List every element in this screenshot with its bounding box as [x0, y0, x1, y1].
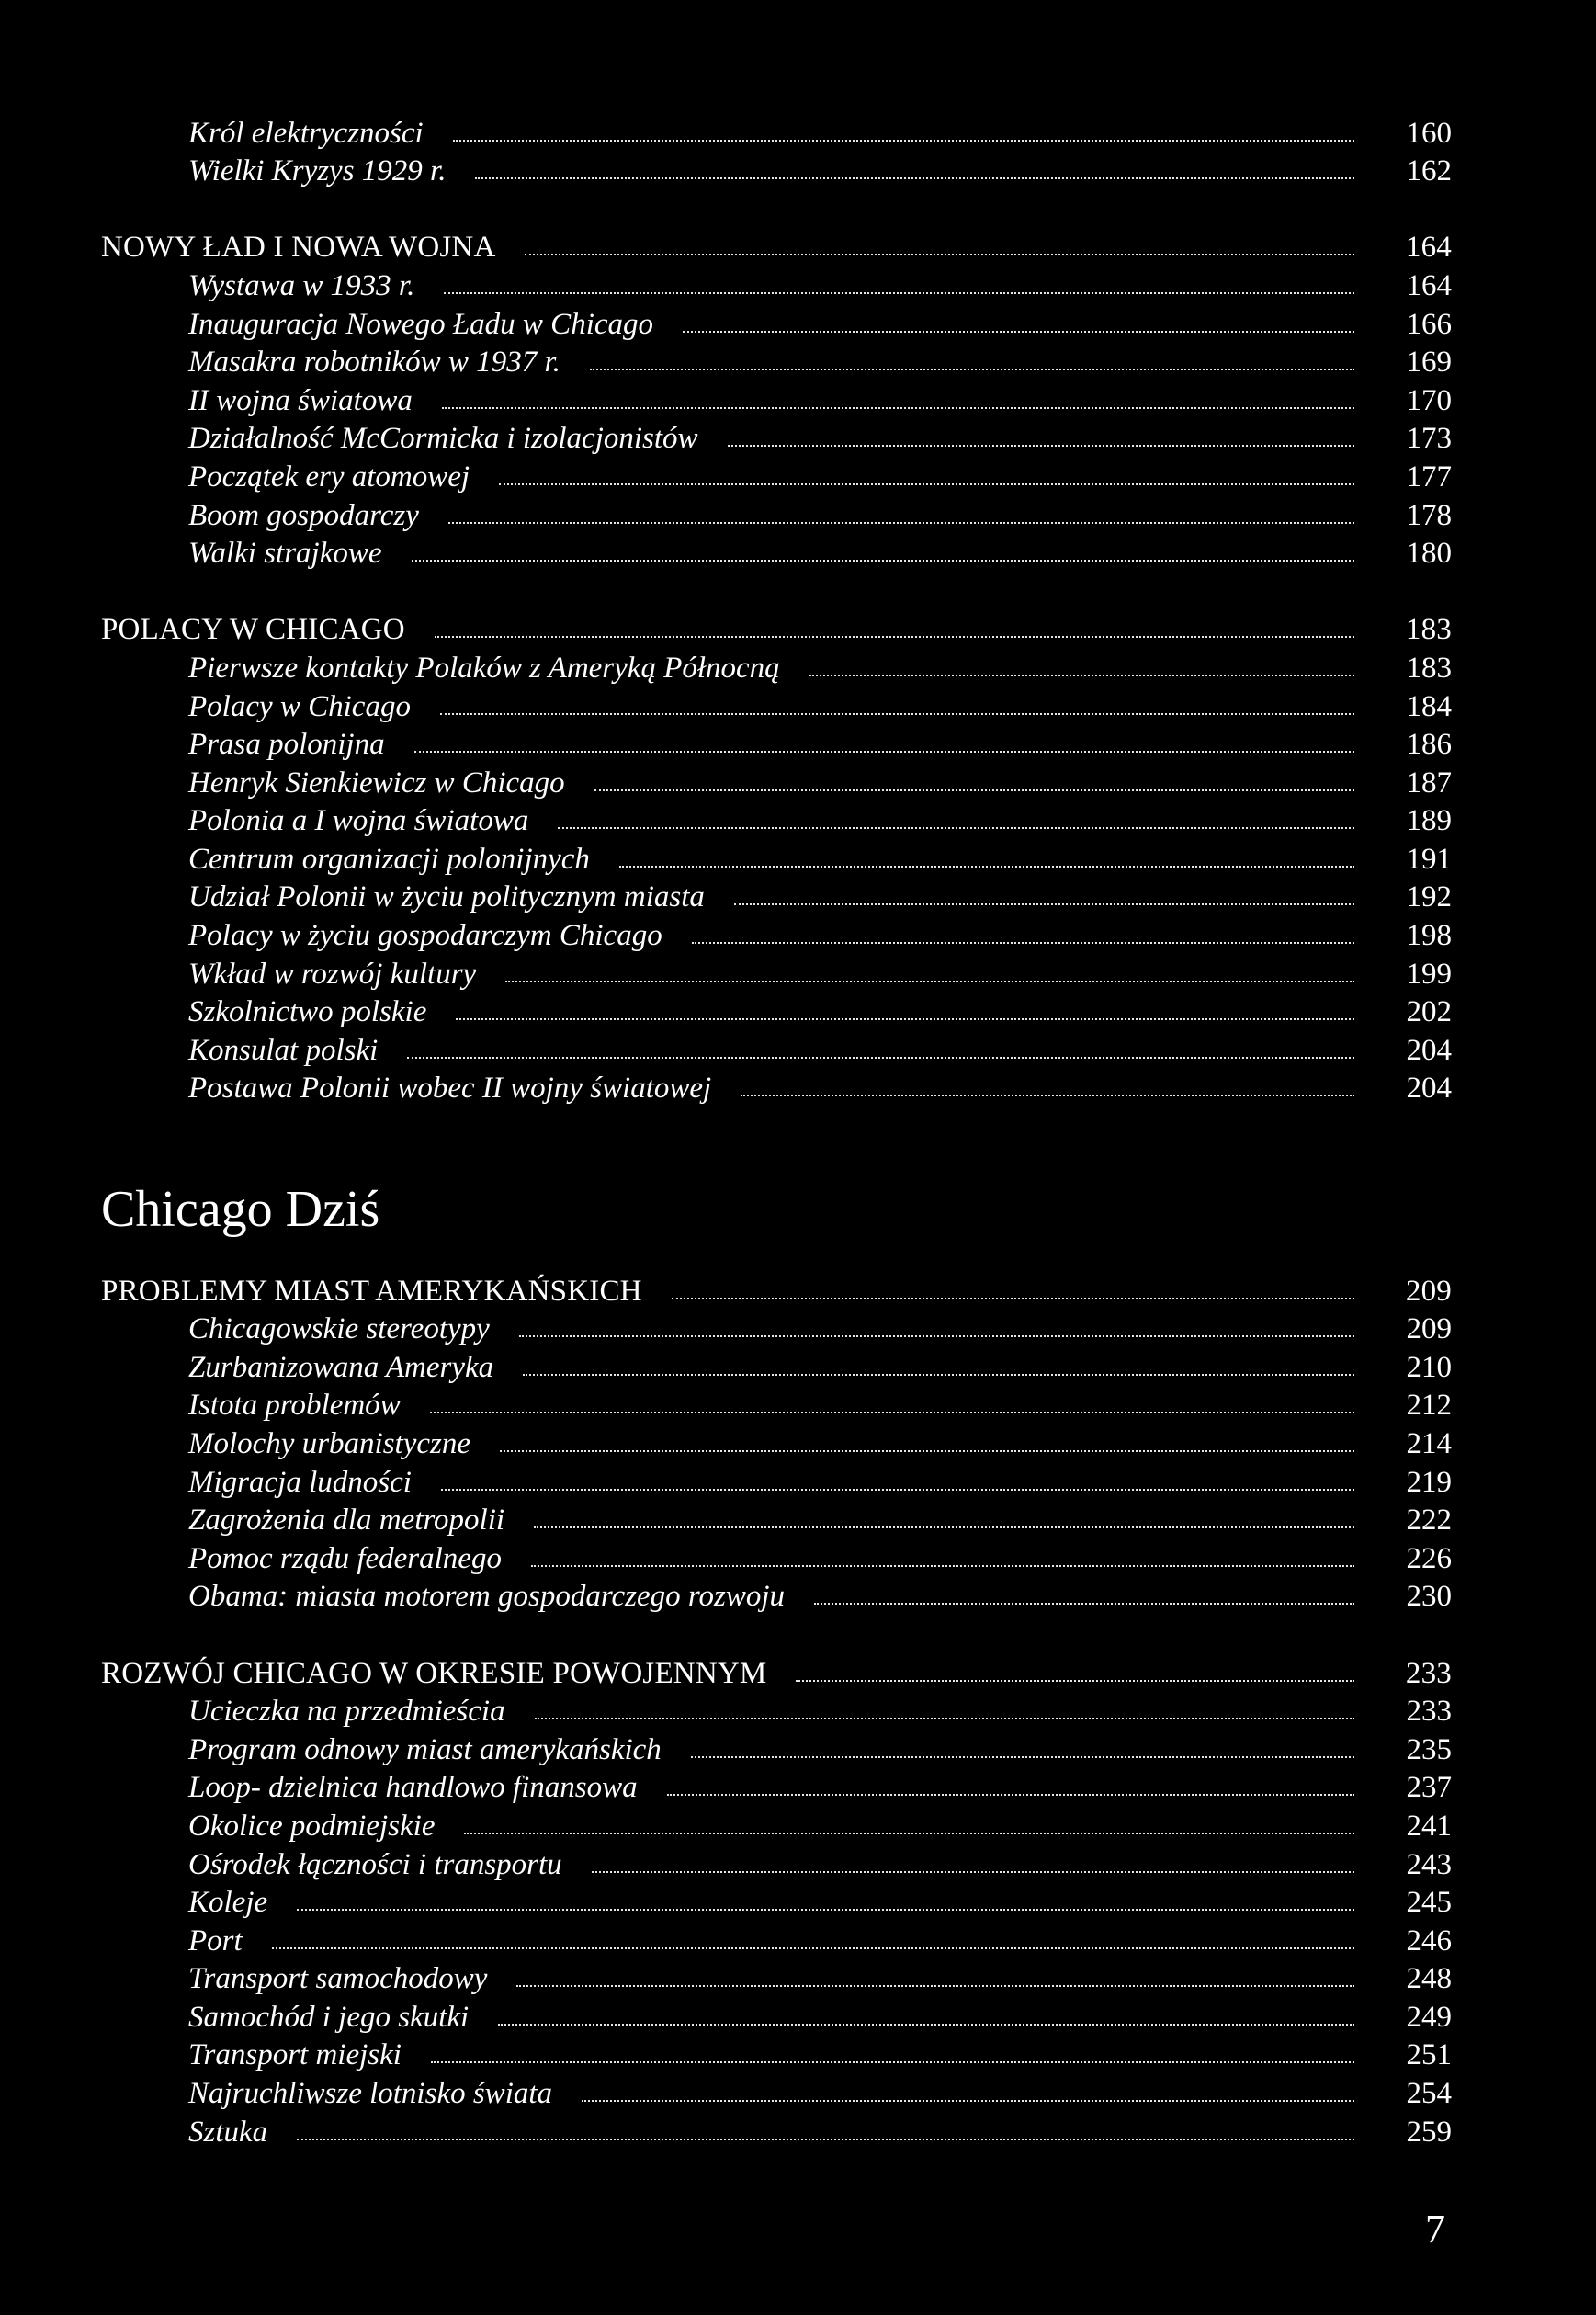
dot-leader — [672, 1298, 1354, 1299]
toc-entry-page: 235 — [1406, 1732, 1452, 1766]
toc-entry-page: 192 — [1406, 880, 1452, 914]
toc-entry-title: Molochy urbanistyczne — [188, 1426, 471, 1460]
dot-leader — [692, 942, 1354, 944]
toc-block-bottom — [101, 1274, 1452, 2153]
toc-subentry — [101, 1389, 1452, 1427]
dot-leader — [590, 369, 1354, 370]
dot-leader — [728, 445, 1354, 447]
toc-subentry — [101, 1923, 1452, 1962]
toc-entry-title: Transport samochodowy — [188, 1962, 488, 1996]
dot-leader — [582, 2100, 1354, 2102]
toc-subentry — [101, 460, 1452, 498]
dot-leader — [440, 713, 1354, 715]
toc-entry-title: Prasa polonijna — [188, 728, 385, 762]
toc-entry-page: 230 — [1406, 1580, 1452, 1614]
toc-entry-title: Transport miejski — [188, 2038, 402, 2072]
dot-leader — [442, 407, 1354, 409]
toc-entry-title: Henryk Sienkiewicz w Chicago — [188, 766, 565, 800]
toc-subentry — [101, 1771, 1452, 1810]
toc-entry-title: Program odnowy miast amerykańskich — [188, 1732, 662, 1766]
toc-entry-title: POLACY W CHICAGO — [101, 613, 405, 647]
toc-entry-title: Szkolnictwo polskie — [188, 995, 427, 1029]
toc-entry-page: 254 — [1406, 2077, 1452, 2111]
toc-subentry — [101, 2038, 1452, 2077]
toc-entry-title: Wystawa w 1933 r. — [188, 268, 415, 302]
toc-entry-page: 245 — [1406, 1886, 1452, 1920]
dot-leader — [814, 1603, 1354, 1605]
toc-entry-page: 209 — [1406, 1312, 1452, 1346]
toc-section-entry — [101, 613, 1452, 652]
toc-entry-page: 214 — [1406, 1426, 1452, 1460]
dot-leader — [412, 560, 1354, 562]
toc-entry-title: Inauguracja Nowego Ładu w Chicago — [188, 307, 654, 341]
dot-leader — [535, 1718, 1354, 1719]
toc-entry-title: Boom gospodarczy — [188, 498, 419, 532]
toc-subentry — [101, 1033, 1452, 1072]
toc-entry-page: 233 — [1405, 1656, 1452, 1690]
toc-entry-title: Walki strajkowe — [188, 537, 382, 571]
toc-entry-page: 233 — [1406, 1695, 1452, 1729]
toc-subentry — [101, 1312, 1452, 1351]
toc-subentry — [101, 1504, 1452, 1542]
toc-entry-title: Wkład w rozwój kultury — [188, 957, 477, 991]
toc-entry-page: 226 — [1406, 1541, 1452, 1575]
dot-leader — [796, 1680, 1354, 1682]
toc-subentry — [101, 1350, 1452, 1389]
toc-entry-title: Ucieczka na przedmieścia — [188, 1695, 505, 1729]
toc-entry-page: 237 — [1406, 1771, 1452, 1805]
toc-subentry — [101, 1962, 1452, 2001]
toc-entry-title: Koleje — [188, 1886, 268, 1920]
toc-entry-page: 187 — [1406, 766, 1452, 800]
dot-leader — [464, 1833, 1354, 1834]
toc-subentry — [101, 498, 1452, 537]
toc-entry-title: Pierwsze kontakty Polaków z Ameryką Północną — [188, 651, 780, 685]
toc-subentry — [101, 842, 1452, 880]
toc-entry-title: Loop- dzielnica handlowo finansowa — [188, 1771, 638, 1805]
toc-entry-title: Polacy w życiu gospodarczym Chicago — [188, 919, 662, 953]
dot-leader — [741, 1095, 1354, 1096]
toc-subentry — [101, 1465, 1452, 1504]
toc-entry-page: 248 — [1406, 1962, 1452, 1996]
dot-leader — [431, 2061, 1354, 2063]
toc-subentry — [101, 2000, 1452, 2038]
toc-entry-page: 160 — [1406, 116, 1452, 150]
toc-entry-page: 169 — [1406, 346, 1452, 380]
dot-leader — [531, 1565, 1354, 1567]
toc-entry-page: 246 — [1406, 1923, 1452, 1958]
toc-entry-title: Działalność McCormicka i izolacjonistów — [188, 422, 698, 456]
dot-leader — [499, 483, 1354, 485]
toc-subentry — [101, 422, 1452, 460]
toc-entry-page: 219 — [1406, 1465, 1452, 1499]
dot-leader — [519, 1335, 1354, 1337]
dot-leader — [500, 1450, 1354, 1452]
toc-entry-page: 212 — [1406, 1389, 1452, 1423]
toc-subentry — [101, 1809, 1452, 1847]
dot-leader — [558, 827, 1354, 829]
toc-entry-title: Udział Polonii w życiu politycznym miasta — [188, 880, 705, 914]
toc-subentry — [101, 116, 1452, 154]
toc-subentry — [101, 1580, 1452, 1618]
toc-entry-page: 204 — [1406, 1072, 1452, 1106]
toc-entry-title: Postawa Polonii wobec II wojny światowej — [188, 1072, 712, 1106]
dot-leader — [523, 1374, 1354, 1376]
toc-entry-title: Ośrodek łączności i transportu — [188, 1847, 562, 1881]
toc-entry-title: Istota problemów — [188, 1389, 401, 1423]
toc-subentry — [101, 1695, 1452, 1733]
toc-entry-title: Konsulat polski — [188, 1033, 379, 1067]
dot-leader — [498, 2024, 1354, 2026]
toc-entry-title: Samochód i jego skutki — [188, 2000, 470, 2034]
toc-subentry — [101, 918, 1452, 957]
toc-entry-title: Masakra robotników w 1937 r. — [188, 346, 560, 380]
dot-leader — [453, 140, 1354, 142]
toc-subentry — [101, 957, 1452, 995]
toc-entry-page: 164 — [1406, 268, 1452, 302]
toc-subentry — [101, 1072, 1452, 1110]
toc-subentry — [101, 1847, 1452, 1886]
toc-block-top — [101, 116, 1452, 1109]
dot-leader — [441, 1489, 1354, 1491]
toc-entry-page: 191 — [1406, 842, 1452, 876]
toc-entry-title: Polacy w Chicago — [188, 689, 411, 723]
toc-entry-page: 243 — [1406, 1847, 1452, 1881]
part-title: Chicago Dziś — [101, 1181, 380, 1238]
toc-entry-page: 259 — [1406, 2115, 1452, 2149]
toc-entry-title: Wielki Kryzys 1929 r. — [188, 154, 447, 188]
toc-entry-page: 189 — [1406, 804, 1452, 838]
toc-subentry — [101, 2076, 1452, 2115]
toc-subentry — [101, 651, 1452, 689]
toc-section-entry — [101, 1656, 1452, 1695]
dot-leader — [691, 1756, 1354, 1758]
toc-entry-title: Port — [188, 1923, 243, 1958]
dot-leader — [809, 675, 1354, 676]
toc-entry-page: 183 — [1405, 613, 1452, 647]
toc-subentry — [101, 1732, 1452, 1771]
toc-entry-title: ROZWÓJ CHICAGO W OKRESIE POWOJENNYM — [101, 1656, 767, 1690]
toc-subentry — [101, 1426, 1452, 1465]
toc-subentry — [101, 728, 1452, 766]
toc-entry-title: Najruchliwsze lotnisko świata — [188, 2077, 553, 2111]
toc-entry-title: Centrum organizacji polonijnych — [188, 842, 590, 876]
toc-subentry — [101, 346, 1452, 384]
dot-leader — [619, 866, 1354, 868]
toc-entry-title: Zurbanizowana Ameryka — [188, 1350, 494, 1384]
toc-subentry — [101, 689, 1452, 728]
toc-subentry — [101, 1541, 1452, 1580]
toc-entry-title: Pomoc rządu federalnego — [188, 1541, 502, 1575]
toc-entry-title: II wojna światowa — [188, 383, 413, 417]
toc-subentry — [101, 880, 1452, 919]
toc-entry-title: Chicagowskie stereotypy — [188, 1312, 490, 1346]
toc-entry-page: 166 — [1406, 307, 1452, 341]
dot-leader — [475, 177, 1354, 179]
toc-entry-page: 183 — [1406, 651, 1452, 685]
toc-entry-page: 186 — [1406, 728, 1452, 762]
dot-leader — [594, 789, 1354, 791]
dot-leader — [516, 1985, 1354, 1987]
toc-entry-title: Migracja ludności — [188, 1465, 412, 1499]
dot-leader — [734, 903, 1354, 905]
dot-leader — [456, 1018, 1354, 1020]
toc-entry-page: 209 — [1405, 1274, 1452, 1308]
dot-leader — [407, 1057, 1354, 1059]
toc-subentry — [101, 766, 1452, 804]
page-number: 7 — [1425, 2207, 1445, 2252]
toc-subentry — [101, 307, 1452, 346]
toc-entry-page: 162 — [1406, 154, 1452, 188]
toc-entry-page: 177 — [1406, 460, 1452, 494]
dot-leader — [448, 522, 1354, 524]
toc-entry-page: 222 — [1406, 1504, 1452, 1538]
toc-entry-title: Obama: miasta motorem gospodarczego rozwoju — [188, 1580, 785, 1614]
toc-entry-page: 241 — [1406, 1809, 1452, 1843]
dot-leader — [430, 1412, 1354, 1413]
dot-leader — [667, 1794, 1354, 1796]
toc-entry-title: Zagrożenia dla metropolii — [188, 1504, 505, 1538]
dot-leader — [683, 331, 1354, 333]
toc-entry-page: 178 — [1406, 498, 1452, 532]
toc-subentry — [101, 154, 1452, 193]
toc-entry-page: 173 — [1406, 422, 1452, 456]
toc-entry-title: Okolice podmiejskie — [188, 1809, 436, 1843]
toc-entry-page: 210 — [1406, 1350, 1452, 1384]
toc-subentry — [101, 537, 1452, 575]
toc-entry-title: Król elektryczności — [188, 116, 424, 150]
toc-subentry — [101, 2115, 1452, 2153]
toc-subentry — [101, 383, 1452, 422]
dot-leader — [505, 981, 1354, 982]
toc-section-entry — [101, 231, 1452, 269]
toc-entry-page: 170 — [1406, 383, 1452, 417]
toc-entry-title: Początek ery atomowej — [188, 460, 470, 494]
toc-entry-title: NOWY ŁAD I NOWA WOJNA — [101, 231, 496, 265]
toc-entry-title: PROBLEMY MIAST AMERYKAŃSKICH — [101, 1274, 642, 1308]
toc-subentry — [101, 1886, 1452, 1924]
dot-leader — [592, 1871, 1354, 1873]
dot-leader — [435, 636, 1354, 638]
dot-leader — [272, 1947, 1354, 1949]
toc-entry-title: Sztuka — [188, 2115, 268, 2149]
dot-leader — [534, 1526, 1354, 1528]
toc-subentry — [101, 268, 1452, 307]
toc-subentry — [101, 995, 1452, 1034]
toc-entry-page: 251 — [1406, 2038, 1452, 2072]
toc-section-entry — [101, 1274, 1452, 1312]
toc-entry-page: 198 — [1406, 919, 1452, 953]
toc-entry-page: 204 — [1406, 1033, 1452, 1067]
toc-entry-page: 164 — [1405, 231, 1452, 265]
dot-leader — [414, 751, 1354, 753]
toc-entry-page: 249 — [1406, 2000, 1452, 2034]
dot-leader — [297, 2139, 1354, 2140]
toc-entry-page: 199 — [1406, 957, 1452, 991]
toc-entry-title: Polonia a I wojna światowa — [188, 804, 529, 838]
dot-leader — [444, 292, 1354, 294]
dot-leader — [525, 254, 1354, 255]
toc-entry-page: 180 — [1406, 537, 1452, 571]
toc-entry-page: 202 — [1406, 995, 1452, 1029]
toc-subentry — [101, 804, 1452, 843]
toc-entry-page: 184 — [1406, 689, 1452, 723]
dot-leader — [297, 1909, 1354, 1911]
